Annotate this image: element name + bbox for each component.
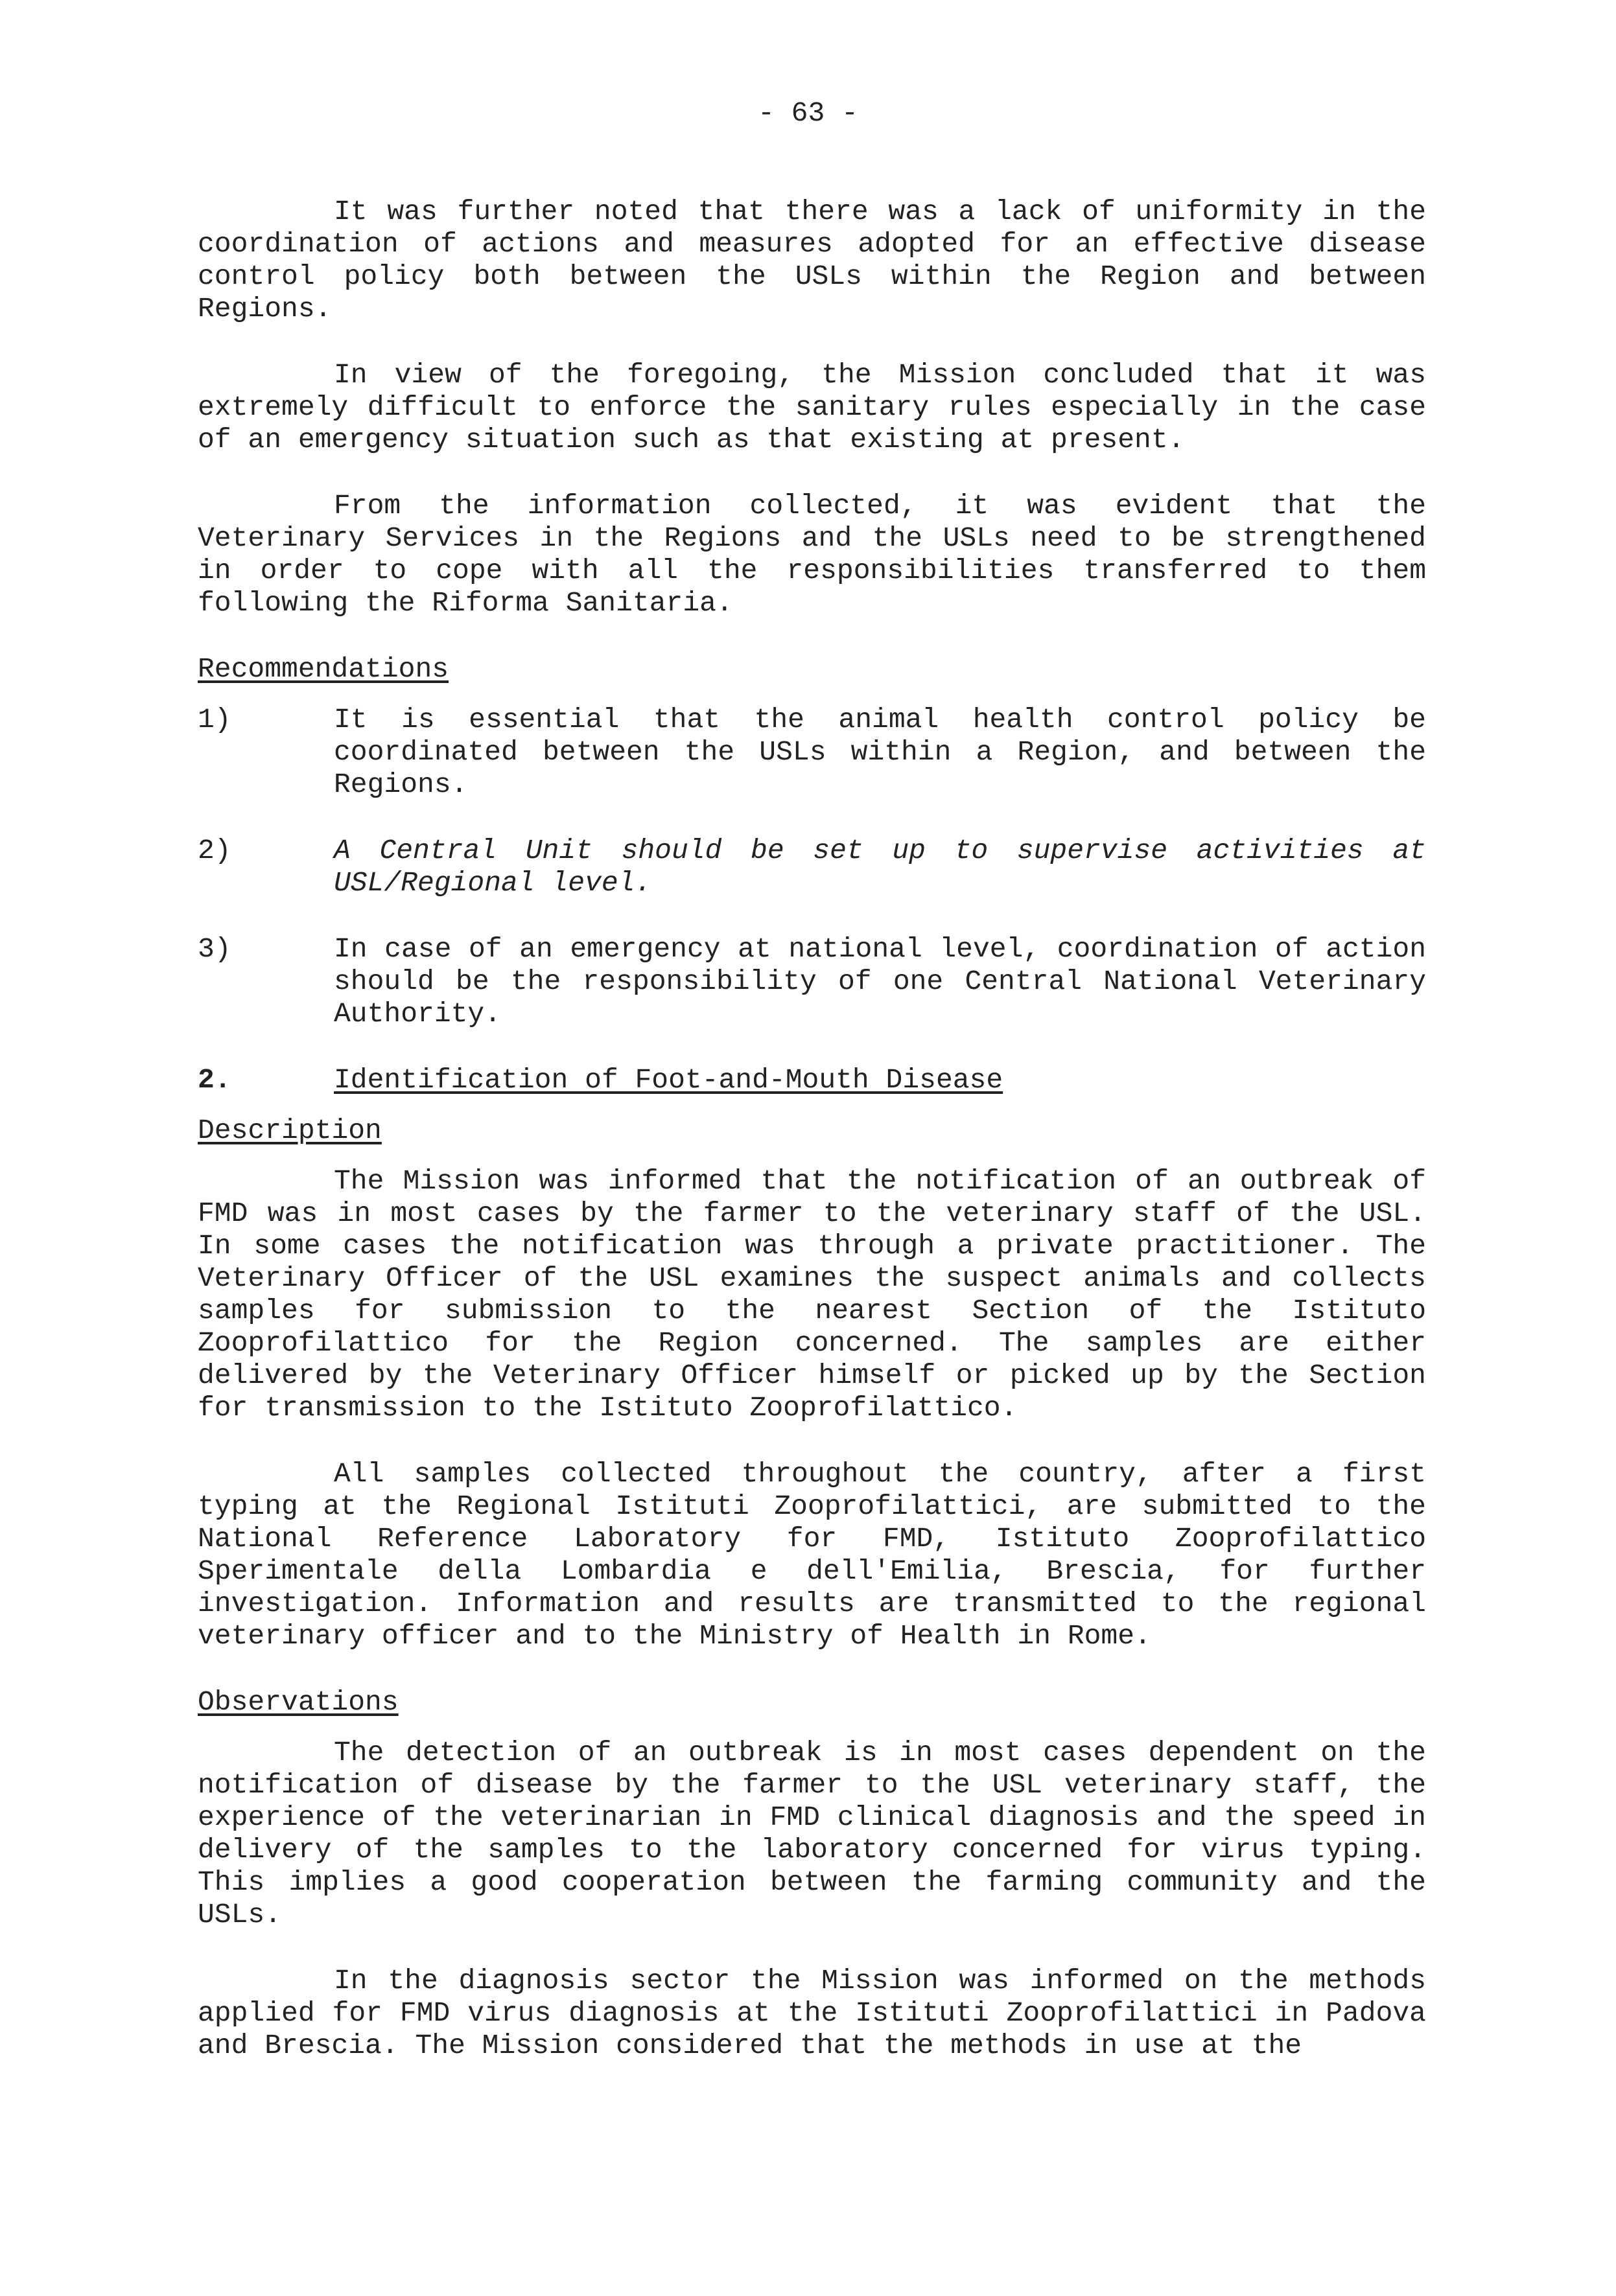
paragraph-uniformity: It was further noted that there was a lack of uniformity in the coordination of actions and measures adopted for an effective disease control policy both between the USLs within the Region and between Regions. xyxy=(198,196,1426,325)
description-heading: Description xyxy=(198,1115,382,1146)
document-body xyxy=(198,196,1426,2096)
paragraph-observation: The detection of an outbreak is in most cases dependent on the notification of disease by the farmer to the USL veterinary staff, the experience of the veterinarian in FMD clinical diagnosis and the speed in delivery of the samples to the laboratory concerned for virus typing. This implies a good cooperation between the farming community and the USLs. xyxy=(198,1737,1426,1931)
recommendation-number: 1) xyxy=(198,704,231,736)
section-heading xyxy=(198,1064,1426,1096)
section-number: 2. xyxy=(198,1064,231,1096)
recommendation-number: 3) xyxy=(198,933,231,965)
paragraph-observation: In the diagnosis sector the Mission was informed on the methods applied for FMD virus diagnosis at the Istituti Zooprofilattici in Padova and Brescia. The Mission considered that the methods in use at the xyxy=(198,1965,1426,2061)
recommendation-item xyxy=(198,835,1426,899)
recommendations-heading: Recommendations xyxy=(198,653,449,685)
observations-heading: Observations xyxy=(198,1686,399,1718)
recommendation-item xyxy=(198,704,1426,801)
paragraph-information-collected: From the information collected, it was evident that the Veterinary Services in the Regions and the USLs need to be strengthened in order to cope with all the responsibilities transferred to them following the Riforma Sanitaria. xyxy=(198,490,1426,619)
paragraph-description: The Mission was informed that the notification of an outbreak of FMD was in most cases by the farmer to the veterinary staff of the USL. In some cases the notification was through a private practitioner. The Veterinary Officer of the USL examines the suspect animals and collects samples for submission to the nearest Section of the Istituto Zooprofilattico for the Region concerned. The samples are either delivered by the Veterinary Officer himself or picked up by the Section for transmission to the Istituto Zooprofilattico. xyxy=(198,1165,1426,1424)
recommendation-text: It is essential that the animal health control policy be coordinated between the USLs within a Region, and between the Regions. xyxy=(334,704,1426,800)
recommendation-text: A Central Unit should be set up to supervise activities at USL/Regional level. xyxy=(334,835,1426,899)
recommendation-number: 2) xyxy=(198,835,231,866)
recommendation-text: In case of an emergency at national level, coordination of action should be the responsibility of one Central National Veterinary Authority. xyxy=(334,933,1426,1030)
page-number: - 63 - xyxy=(758,97,858,129)
paragraph-description: All samples collected throughout the country, after a first typing at the Regional Istituti Zooprofilattici, are submitted to the National Reference Laboratory for FMD, Istituto Zooprofilattico Sperimentale della Lombardia e dell'Emilia, Brescia, for further investigation. Information and results are transmitted to the regional veterinary officer and to the Ministry of Health in Rome. xyxy=(198,1458,1426,1652)
section-title: Identification of Foot-and-Mouth Disease xyxy=(334,1064,1003,1096)
recommendation-item xyxy=(198,933,1426,1030)
paragraph-foregoing: In view of the foregoing, the Mission concluded that it was extremely difficult to enforce the sanitary rules especially in the case of an emergency situation such as that existing at present. xyxy=(198,359,1426,456)
